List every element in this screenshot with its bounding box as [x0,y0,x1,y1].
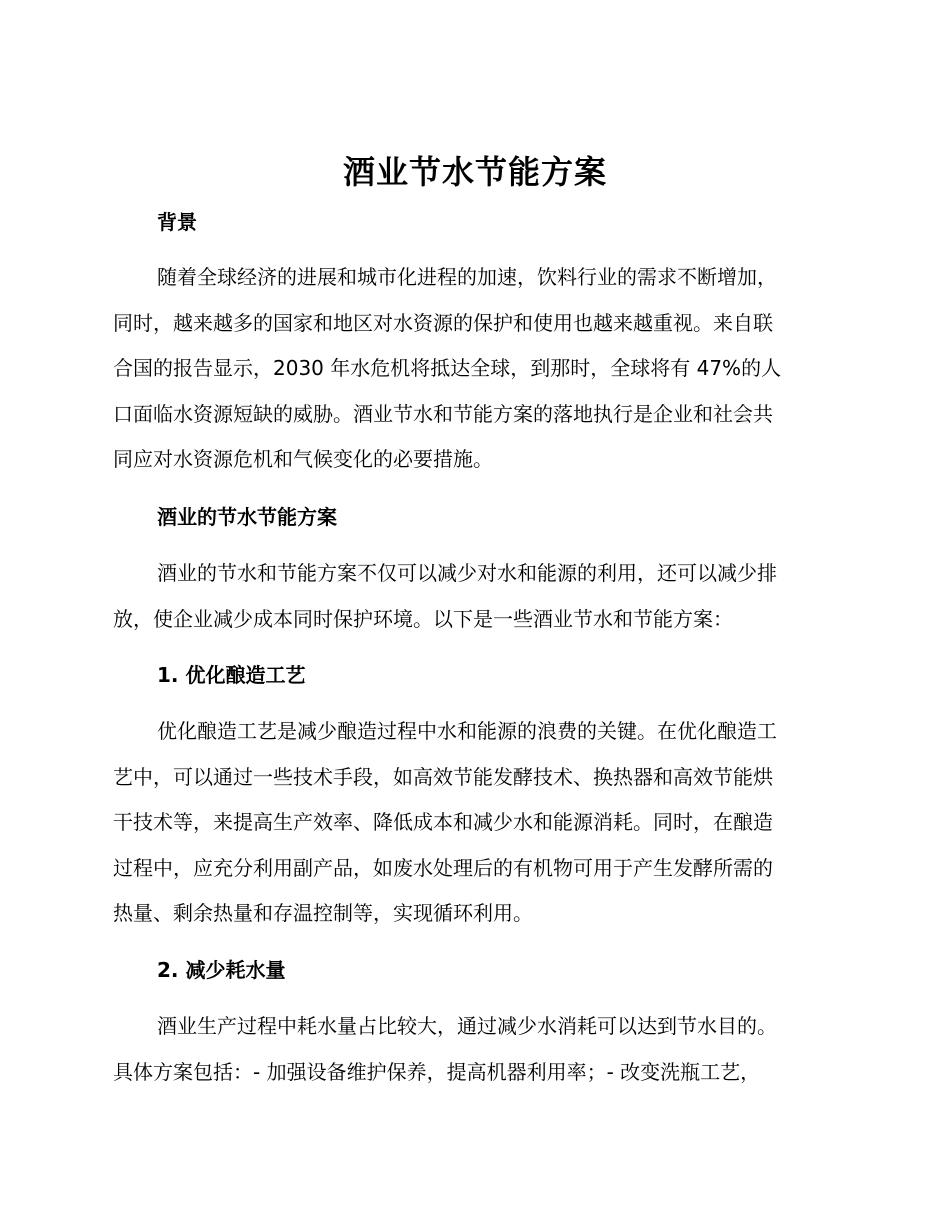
paragraph-line: 具体方案包括：- 加强设备维护保养，提高机器利用率；- 改变洗瓶工艺， [113,1059,761,1084]
paragraph-line: 酒业的节水和节能方案不仅可以减少对水和能源的利用，还可以减少排 [157,561,777,585]
paragraph-line: 艺中，可以通过一些技术手段，如高效节能发酵技术、换热器和高效节能烘 [113,764,773,789]
paragraph-background [113,255,833,483]
paragraph-line: 随着全球经济的进展和城市化进程的加速，饮料行业的需求不断增加， [157,265,777,289]
paragraph-line: 同应对水资源危机和气候变化的必要措施。 [113,447,493,471]
document-title: 酒业节水节能方案 [342,153,607,191]
paragraph-line: 热量、剩余热量和存温控制等，实现循环利用。 [113,901,533,925]
section-heading-background: 背景 [157,210,197,234]
section-heading-saving-plan: 酒业的节水节能方案 [157,505,337,529]
section-heading-reduce-water: 2. 减少耗水量 [157,958,286,982]
paragraph-line: 过程中，应充分利用副产品，如废水处理后的有机物可用于产生发酵所需的 [113,855,773,880]
paragraph-line: 酒业生产过程中耗水量占比较大，通过减少水消耗可以达到节水目的。 [157,1014,777,1038]
paragraph-optimize-brewing [113,709,833,937]
paragraph-line: 合国的报告显示，2030 年水危机将抵达全球，到那时，全球将有 47%的人 [113,356,782,380]
paragraph-line: 口面临水资源短缺的威胁。酒业节水和节能方案的落地执行是企业和社会共 [113,401,773,426]
paragraph-line: 优化酿造工艺是减少酿造过程中水和能源的浪费的关键。在优化酿造工 [157,719,777,743]
paragraph-line: 放，使企业减少成本同时保护环境。以下是一些酒业节水和节能方案： [113,606,733,631]
paragraph-saving-plan [113,551,833,642]
section-heading-optimize-brewing: 1. 优化酿造工艺 [157,663,306,687]
paragraph-reduce-water [113,1004,833,1095]
paragraph-line: 同时，越来越多的国家和地区对水资源的保护和使用也越来越重视。来自联 [113,310,773,335]
paragraph-line: 干技术等，来提高生产效率、降低成本和减少水和能源消耗。同时，在酿造 [113,810,773,834]
